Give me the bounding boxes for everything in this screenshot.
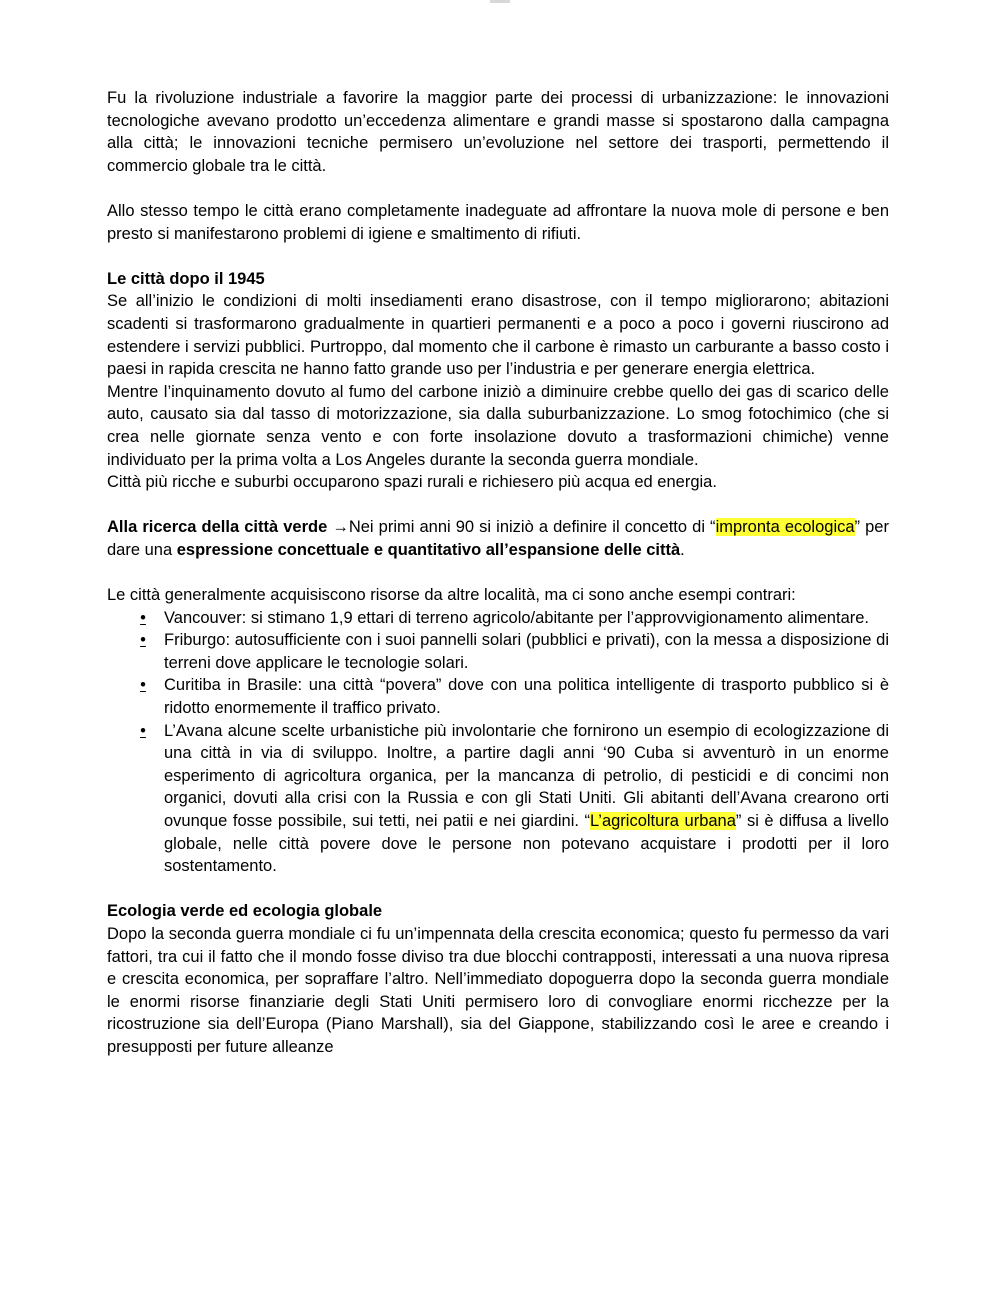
list-item-vancouver: • Vancouver: si stimano 1,9 ettari di terreno agricolo/abitante per l’approvvigionamento alimentare. <box>107 607 889 630</box>
city-examples-list <box>107 607 889 878</box>
paragraph-1945-suburbs: Città più ricche e suburbi occuparono spazi rurali e richiesero più acqua ed energia. <box>107 473 717 492</box>
bullet-icon: • <box>140 608 146 627</box>
paragraph-resources-intro: Le città generalmente acquisiscono risorse da altre località, ma ci sono anche esempi contrari: <box>107 586 796 605</box>
heading-cities-after-1945: Le città dopo il 1945 <box>107 269 265 288</box>
bullet-icon: • <box>140 631 146 650</box>
paragraph-1945-conditions: Se all’inizio le condizioni di molti insediamenti erano disastrose, con il tempo migliorarono; abitazioni scadenti si trasformarono gradualmente in quartieri permanenti e a poco a poco i governi riuscirono ad estendere i servizi pubblici. Purtroppo, dal momento che il carbone è rimasto un carburante a basso costo i paesi in rapida crescita ne hanno fatto grande uso per l’industria e per generare energia elettrica. <box>107 292 889 379</box>
paragraph-green-city: Alla ricerca della città verde →Nei primi anni 90 si iniziò a definire il concetto di “impronta ecologica” per dare una espressione concettuale e quantitativo all’espansione delle città. <box>107 518 889 559</box>
paragraph-postwar-growth: Dopo la seconda guerra mondiale ci fu un’impennata della crescita economica; questo fu permesso da vari fattori, tra cui il fatto che il mondo fosse diviso tra due blocchi contrapposti, interessati a una nuova ripresa e crescita economica, per sopraffare l’altro. Nell’immediato dopoguerra dopo la seconda guerra mondiale le enormi risorse finanziarie degli Stati Uniti permisero loro di convogliare enormi ricchezze per la ricostruzione sia dell’Europa (Piano Marshall), sia del Giappone, stabilizzando così le aree e creando i presupposti per future alleanze <box>107 924 889 1056</box>
spacer <box>107 245 889 268</box>
list-item-friburgo: • Friburgo: autosufficiente con i suoi pannelli solari (pubblici e privati), con la messa a disposizione di terreni dove applicare le tecnologie solari. <box>107 629 889 674</box>
heading-green-global-ecology: Ecologia verde ed ecologia globale <box>107 902 383 921</box>
page-header-mark <box>490 0 510 3</box>
paragraph-industrial-revolution: Fu la rivoluzione industriale a favorire la maggior parte dei processi di urbanizzazione: le innovazioni tecnologiche avevano prodotto un’eccedenza alimentare e grandi masse si spostarono dalla campagna alla città; le innovazioni tecniche permisero un’evoluzione nel settore dei trasporti, permettendo il commercio globale tra le città. <box>107 89 889 175</box>
highlight-ecological-footprint: impronta ecologica <box>715 518 855 537</box>
spacer <box>107 561 889 584</box>
spacer <box>107 494 889 517</box>
bold-concept: espressione concettuale e quantitativo all’espansione delle città <box>176 540 681 559</box>
document-page <box>107 87 889 1059</box>
paragraph-inadequate-cities: Allo stesso tempo le città erano completamente inadeguate ad affrontare la nuova mole di persone e ben presto si manifestarono problemi di igiene e smaltimento di rifiuti. <box>107 201 889 243</box>
bullet-icon: • <box>140 676 146 695</box>
spacer <box>107 177 889 200</box>
list-item-curitiba: • Curitiba in Brasile: una città “povera” dove con una politica intelligente di trasporto pubblico si è ridotto enormemente il traffico privato. <box>107 674 889 719</box>
spacer <box>107 878 889 901</box>
bullet-icon: • <box>140 721 146 740</box>
list-item-avana: • L’Avana alcune scelte urbanistiche più involontarie che fornirono un esempio di ecologizzazione di una città in via di sviluppo. Inoltre, a partire dagli anni ‘90 Cuba si avventurò in un enorme esperimento di agricoltura organica, per la mancanza di petrolio, di pesticidi e di concimi non organici, dovuti alla crisi con la Russia e con gli Stati Uniti. Gli abitanti dell’Avana crearono orti ovunque fosse possibile, sui tetti, nei patii e nei giardini. “L’agricoltura urbana” si è diffusa a livello globale, nelle città povere dove le persone non potevano acquistare i prodotti per il loro sostentamento. <box>107 720 889 878</box>
highlight-urban-agriculture: L’agricoltura urbana <box>590 812 736 830</box>
heading-green-city: Alla ricerca della città verde <box>107 518 328 537</box>
paragraph-1945-pollution: Mentre l’inquinamento dovuto al fumo del carbone iniziò a diminuire crebbe quello dei gas di scarico delle auto, causato sia dal tasso di motorizzazione, sia dalla suburbanizzazione. Lo smog fotochimico (che si crea nelle giornate senza vento e con forte insolazione dovuto a trasformazioni chimiche) venne individuato per la prima volta a Los Angeles durante la seconda guerra mondiale. <box>107 382 889 469</box>
arrow-icon: → <box>332 518 349 537</box>
